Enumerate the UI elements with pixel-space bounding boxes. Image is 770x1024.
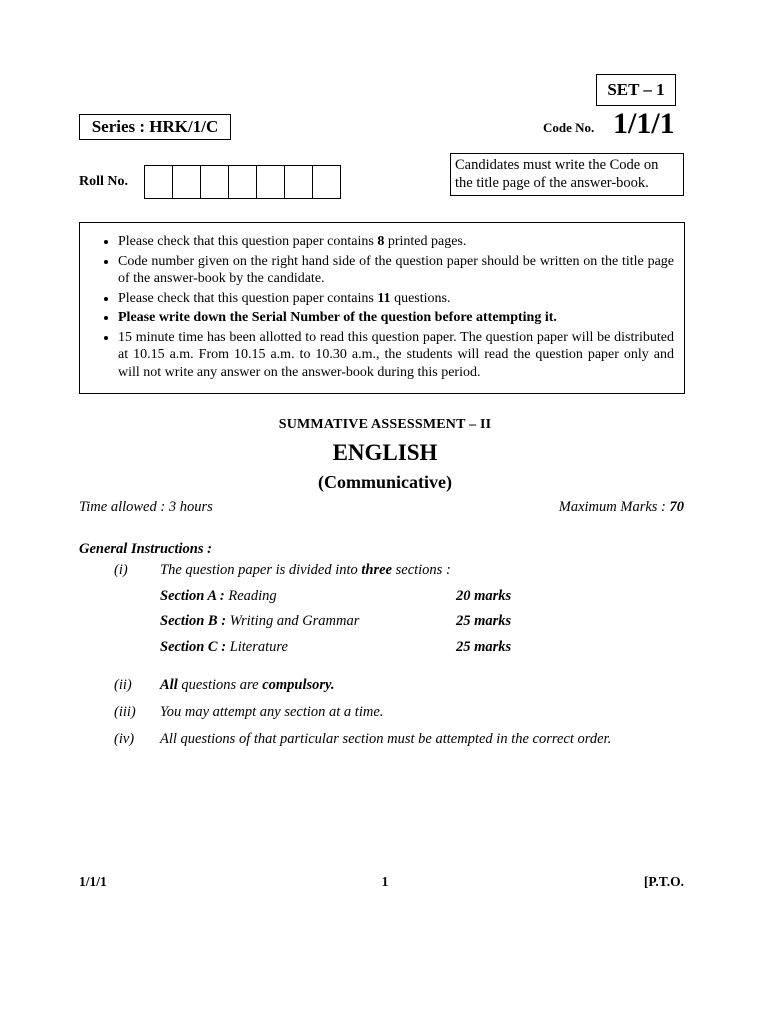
- instruction-iv-text: All questions of that particular section must be attempted in the correct order.: [160, 731, 612, 747]
- maximum-marks: [559, 499, 684, 516]
- note-text: Please check that this question paper contains: [118, 290, 378, 306]
- instruction-iii-number: (iii): [114, 704, 136, 720]
- set-label: SET – 1: [596, 74, 676, 106]
- roll-number-cell: [256, 165, 285, 199]
- instruction-ii-bold1: All: [160, 677, 178, 693]
- section-c-marks: 25 marks: [456, 639, 512, 655]
- instruction-i-after: sections :: [391, 562, 451, 578]
- roll-number-cell: [172, 165, 201, 199]
- note-item: [118, 309, 674, 327]
- subject-subtitle: (Communicative): [318, 472, 452, 492]
- instruction-i-number: (i): [114, 562, 128, 578]
- section-c-name: Literature: [229, 639, 288, 655]
- instruction-i-bold: three: [361, 562, 392, 578]
- section-a-marks: 20 marks: [456, 588, 512, 604]
- time-allowed: Time allowed : 3 hours: [79, 499, 213, 515]
- note-item: [118, 329, 674, 382]
- max-marks-value: 70: [669, 499, 684, 515]
- section-a: [160, 588, 277, 605]
- subject-title: ENGLISH: [332, 440, 438, 465]
- footer-pto: [P.T.O.: [643, 874, 684, 889]
- series-label: Series : HRK/1/C: [79, 114, 231, 140]
- instruction-ii-bold2: compulsory.: [262, 677, 335, 693]
- section-b: [160, 613, 359, 630]
- instruction-iii-text: You may attempt any section at a time.: [160, 704, 384, 720]
- note-text: 8: [377, 234, 385, 249]
- roll-number-cell: [228, 165, 257, 199]
- roll-number-cell: [312, 165, 341, 199]
- note-text: Please check that this question paper contains: [118, 234, 378, 249]
- note-text: printed pages.: [384, 234, 467, 249]
- roll-number-cell: [144, 165, 173, 199]
- max-marks-prefix: Maximum Marks :: [558, 499, 670, 515]
- instruction-ii-middle: questions are: [177, 677, 263, 693]
- note-text: questions.: [390, 290, 451, 306]
- note-text: 11: [377, 290, 391, 306]
- note-text: Code number given on the right hand side of the question paper should be written on the title page of the answer-book by the candidate.: [118, 253, 674, 286]
- roll-number-cell: [200, 165, 229, 199]
- section-b-name: Writing and Grammar: [229, 613, 360, 629]
- roll-number-cell: [284, 165, 313, 199]
- note-text: Please write down the Serial Number of the question before attempting it.: [118, 310, 557, 325]
- notes-list: [92, 233, 674, 381]
- section-b-label: Section B :: [160, 613, 230, 629]
- section-c: [160, 639, 288, 656]
- instruction-iv-number: (iv): [114, 731, 135, 747]
- note-item: [118, 253, 674, 288]
- section-b-marks: 25 marks: [456, 613, 512, 629]
- roll-number-boxes: [144, 165, 341, 199]
- footer-code: 1/1/1: [79, 874, 107, 889]
- general-instructions-title: General Instructions :: [79, 541, 212, 557]
- instruction-ii-number: (ii): [114, 677, 132, 693]
- note-text: 15 minute time has been allotted to read this question paper. The question paper will be distributed at 10.15 a.m. From 10.15 a.m. to 10.30 a.m., the students will read the question paper only and will not write any answer on the answer-book during this period.: [118, 329, 674, 380]
- code-value: 1/1/1: [613, 107, 675, 140]
- roll-label: Roll No.: [79, 174, 128, 189]
- section-a-label: Section A :: [160, 588, 229, 604]
- candidates-note: Candidates must write the Code on the title page of the answer-book.: [450, 153, 684, 196]
- note-item: [118, 290, 674, 308]
- note-item: [118, 233, 674, 251]
- section-c-label: Section C :: [160, 639, 230, 655]
- page-number: 1: [381, 874, 389, 889]
- instruction-i-before: The question paper is divided into: [160, 562, 362, 578]
- assessment-title: SUMMATIVE ASSESSMENT – II: [278, 417, 492, 432]
- section-a-name: Reading: [228, 588, 277, 604]
- instruction-ii-text: [160, 677, 335, 694]
- code-label: Code No.: [543, 120, 595, 135]
- notes-box: [79, 222, 685, 394]
- instruction-i-text: [160, 562, 451, 579]
